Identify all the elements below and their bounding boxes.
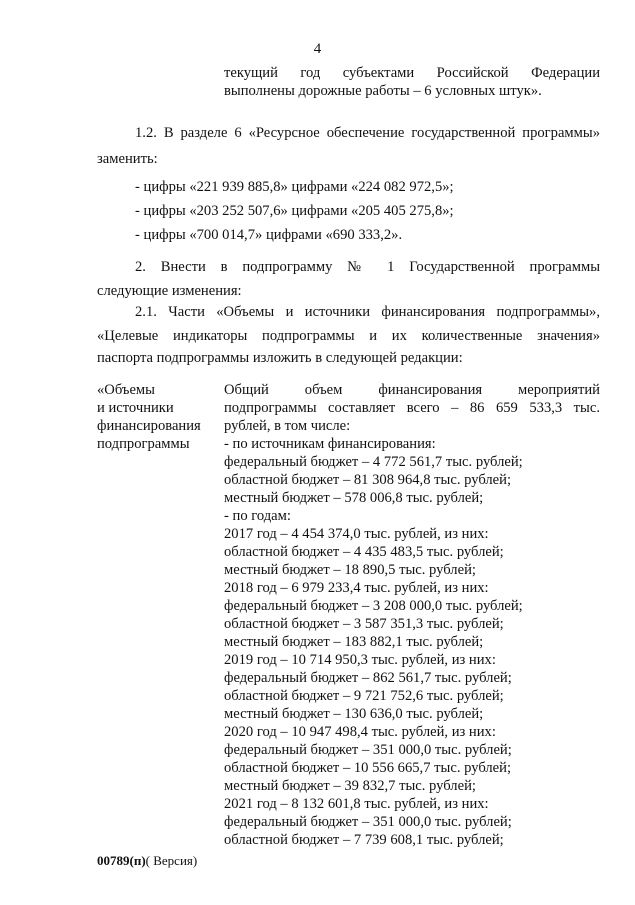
label-line: и источники [97,400,174,416]
value-line: 2020 год – 10 947 498,4 тыс. рублей, из них: [224,724,496,740]
replacement-item: - цифры «221 939 885,8» цифрами «224 082 972,5»; [135,179,454,195]
value-line: областной бюджет – 7 739 608,1 тыс. рублей; [224,832,504,848]
value-line: 2021 год – 8 132 601,8 тыс. рублей, из них: [224,796,489,812]
text-line: 2. Внести в подпрограмму № 1 Государственной программы [135,259,600,275]
value-line: местный бюджет – 578 006,8 тыс. рублей; [224,490,484,506]
value-line: рублей, в том числе: [224,418,351,434]
text-line: выполнены дорожные работы – 6 условных штук». [224,83,542,99]
value-line: подпрограммы составляет всего – 86 659 533,3 тыс. [224,400,600,416]
value-line: 2019 год – 10 714 950,3 тыс. рублей, из них: [224,652,496,668]
label-line: финансирования [97,418,201,434]
footer-code [97,852,197,870]
label-line: «Объемы [97,382,155,398]
label-line: подпрограммы [97,436,190,452]
value-line: федеральный бюджет – 862 561,7 тыс. рублей; [224,670,512,686]
text-line: 1.2. В разделе 6 «Ресурсное обеспечение государственной программы» [135,125,600,141]
value-line: областной бюджет – 81 308 964,8 тыс. рублей; [224,472,512,488]
replacement-item: - цифры «700 014,7» цифрами «690 333,2». [135,227,403,243]
text-line: «Целевые индикаторы подпрограммы и их количественные значения» [97,328,600,344]
continuation-text [224,64,600,100]
value-line: областной бюджет – 10 556 665,7 тыс. рублей; [224,760,512,776]
value-line: Общий объем финансирования мероприятий [224,382,600,398]
version-label: ( Версия) [145,853,198,868]
value-line: областной бюджет – 3 587 351,3 тыс. рублей; [224,616,504,632]
value-line: 2018 год – 6 979 233,4 тыс. рублей, из них: [224,580,489,596]
value-line: местный бюджет – 130 636,0 тыс. рублей; [224,706,484,722]
value-line: 2017 год – 4 454 374,0 тыс. рублей, из них: [224,526,489,542]
page-number: 4 [313,41,322,57]
value-line: федеральный бюджет – 3 208 000,0 тыс. рублей; [224,598,523,614]
replacement-item: - цифры «203 252 507,6» цифрами «205 405 275,8»; [135,203,454,219]
paragraph-1-2 [97,124,600,168]
value-line: областной бюджет – 4 435 483,5 тыс. рублей; [224,544,504,560]
text-line: следующие изменения: [97,283,242,299]
value-line: федеральный бюджет – 351 000,0 тыс. рублей; [224,814,512,830]
table-label-cell [97,381,222,453]
paragraph-2 [97,258,600,300]
value-line: федеральный бюджет – 351 000,0 тыс. рублей; [224,742,512,758]
value-line: - по источникам финансирования: [224,436,436,452]
document-code: 00789(п) [97,853,146,868]
value-line: областной бюджет – 9 721 752,6 тыс. рублей; [224,688,504,704]
text-line: заменить: [97,151,158,167]
text-line: 2.1. Части «Объемы и источники финансирования подпрограммы», [135,304,600,320]
paragraph-2-1 [97,303,600,367]
value-line: - по годам: [224,508,291,524]
table-value-cell [224,381,600,849]
value-line: местный бюджет – 183 882,1 тыс. рублей; [224,634,484,650]
value-line: федеральный бюджет – 4 772 561,7 тыс. рублей; [224,454,523,470]
text-line: паспорта подпрограммы изложить в следующей редакции: [97,350,463,366]
value-line: местный бюджет – 39 832,7 тыс. рублей; [224,778,476,794]
value-line: местный бюджет – 18 890,5 тыс. рублей; [224,562,476,578]
text-line: текущий год субъектами Российской Федерации [224,65,600,81]
